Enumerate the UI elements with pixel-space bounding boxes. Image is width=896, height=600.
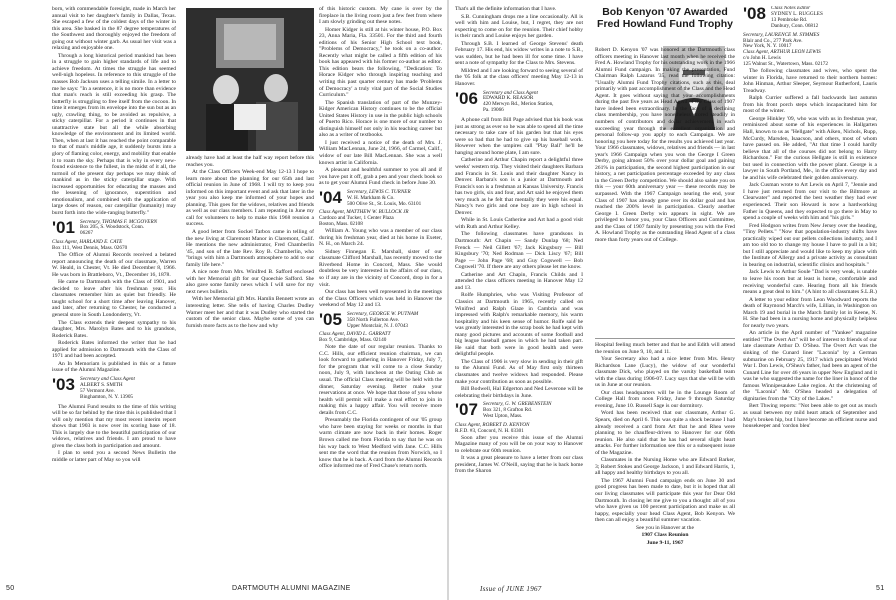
paragraph: Ralph Currier suffered a fall backwards last autumn from his front porch steps which incapacitated him for most of the winter.	[743, 95, 877, 115]
class-year: '04	[319, 187, 342, 207]
column-1	[52, 6, 176, 583]
class-officers: Secretary and Class Agent ALBERT S. SMITH 57 Vermont Ave. Binghamton, N. Y. 13905	[80, 375, 135, 400]
paragraph: An In Memoriam is published in this or a future issue of the Alumni Magazine.	[52, 360, 176, 374]
column-5	[595, 342, 735, 583]
article-text: Robert D. Kenyon '07 was honored at the Dartmouth class officers meeting in Hanover last month when he received the Fred A. Howland Trophy for his outstanding work in the 1966 Alumni Fund campaign. In making the presentation, Fund Chairman Ralph Lazarus '35, read the following citation: "Usually Alumni Fund Trophy citations, such as this, deal primarily with past accomplishment of the Class and the Head Agent. It goes without saying that your accomplishments during the past five years as Head Agent of the Class of 1907 have indeed been extraordinary. In the face of a declining class membership, you have nonetheless scored steadily in numbers of contributors and dollar achievement in each succeeding year through the excellent organization and personal follow-up you apply to each Campaign. We are honoring you here today for the results you achieved last year. Your 1966 classmates, widows, relatives and friends — in last year's 1966 Campaign when you won the George I Green Derby, going almost 50% over your dollar goal and gaining 261% in participation, the second highest participation in our history, a net participation percentage exceeded by any class in the Green Derby competition. We should also salute you on this — your 60th anniversary year — these records may be surpassed. With the 1967 Campaign nearing the end, your Class of 1907 has already gone over its dollar goal and has reached the 200% level in participation. Clearly another George I. Green Derby win appears in sight. We are privileged to honor you, your Class Officers and Committee, and the Class of 1907 family by presenting you with the Fred A. Howland Trophy as the outstanding Head Agent of a class more than forty years out of College.	[595, 47, 735, 243]
paragraph: born, with commendable foresight, made in March her annual visit to her daughter's family in Dallas, Texas. She escaped a few of the coldest days of the winter in this area. She basked in the 87 degree temperatures of the Southwest and thoroughly enjoyed the freedom of going out without winter garb. As usual her visit was a relaxing and enjoyable one.	[52, 6, 176, 52]
paragraph: A pleasant and healthful summer to you all and if you have put it off, grab a pen and your check book so as to get your Alumni Fund check in before June 30.	[319, 167, 442, 187]
class-agent: Class Agent, ROBERT D. KENYON R.F.D. #3, Concord, N. H. 03301	[455, 421, 530, 434]
class-officers: Secretary, G. W. GREBENSTEIN Box 321, 8 Grafton Rd. West Upton, Mass.	[483, 401, 552, 419]
paragraph: Rolfe Humphries, who was Visiting Professor of Classics at Dartmouth in 1965, recently called on Winifred and Ralph Glaze in Cambria and was impressed with Ralph's remarkable memory, his warm hospitality and his keen sense of humor. Rolfe said he was greatly interested in the scrap book he had kept with many good pictures and accounts of some football and big league baseball games in which he had taken part. He said that both were in good health and were delightful people.	[455, 292, 583, 358]
column-2	[186, 155, 314, 583]
paragraph: It was a great pleasure to have a letter from our class president, James W. O'Neill, saying that he is back home from the Sharon	[455, 455, 583, 475]
paragraph: Sidney Finnegan E. Marshall, sister of our classmate Clifford Marshall, has recently moved to the Riverbend Home in Concord, Mass. She would doubtless be very interested in the affairs of our class, so if any are in the vicinity of Concord, drop in for a visit.	[319, 248, 442, 288]
paragraph: Jack Lewis to Arthur Soule "Dad is very weak, is unable to leave his room but at least is home, comfortable and receiving wonderful care. Hearing from all his friends means a great deal to him." (A hint to all classmates S.L.R.)	[743, 269, 877, 296]
class-officers: Class Notes Editor SYDNEY L. RUGGLES 13 Pembroke Rd. Danbury, Conn. 06812	[771, 6, 823, 29]
paragraph: The Office of Alumni Records received a belated report announcing the death of our classmate, Warren W. Heald, in Chester, Vt. He died December 8, 1966. He was born in Brattleboro, Vt., December 16, 1878.	[52, 252, 176, 278]
class-year: '08	[743, 6, 766, 23]
paragraph: Bert Thwing reports: "Not been able to get out as much as usual between my mild heart attack of September and May's broken hip, but I have become an efficient nurse and housekeeper and 'cordon bleu'	[743, 403, 877, 430]
issue-footer: Issue of JUNE 1967	[480, 585, 542, 593]
paragraph: S.B. Cunningham drops me a line occasionally. All is well with him and Louise, but, I regret, they are not expecting to come on for the reunion. Their chief hobby is their ranch and Louise enjoys her garden.	[455, 13, 583, 40]
class-heading-1908	[743, 6, 877, 30]
class-officers: Secretary, GEORGE W. PUTNAM 358 North Fullerton Ave. Upper Montclair, N. J. 07043	[347, 310, 419, 329]
paragraph: Your Secretary also had a nice letter from Mrs. Henry Richardson Lane (Lucy), the widow of our wonderful classmate Dick, who played on the varsity basketball team with the class during 1906-07. Lucy says that she will be with us in June at our reunion.	[595, 356, 735, 389]
paragraph: At the Class Officers Week-end May 12-13 I hope to learn more about the planning for our 65th and last official reunion in June of 1968. I will try to keep you informed on this important event and ask that later in the year you also keep me informed of your hopes and planning. This goes for the widows, relatives and friends as well as our class members. I am repeating in June my call for volunteers to help to make this 1968 reunion a success.	[186, 169, 314, 228]
paragraph: The Class extends their deepest sympathy to his daughter, Mrs. Marolyn Bates and to his grandson, Roderick Bates.	[52, 319, 176, 339]
column-4	[455, 6, 583, 583]
paragraph: Homer Kidger is still at his winter house, P.O. Box 23, Anna Maria, Fla. 33501. For the third and fourth editions of his Senior High School text book, "Problems of Democracy," he took on a co-author. Recently what might be called a fifth edition of his book has appeared with his former co-author as editor. This edition bears the following, "Dedication: To Horace Kidger who through inspiring teaching and writing this past quarter century has made 'Problems of Democracy' a truly vital part of the Social Studies Curriculum."	[319, 26, 442, 99]
paragraph: Our class has been well represented in the meetings of the Class Officers which was held in Hanover the weekend of May 12 and 13.	[319, 289, 442, 309]
paragraph: Through a long historical period mankind has been in a struggle to gain higher standards of life and to achieve freedom. At times the struggle has seemed well-nigh hopeless. In reference to this struggle of the masses Bob Jackson uses a telling simile. In a letter to me he says: "In a sentence, it is no more than evidence that man's reach is still exceeding his grasp. The butterfly is struggling to free itself from the cocoon. In time it emerges from its envelope into the sun but as an ugly, crawling thing, to be avoided as repulsive, a sticky caterpillar. For a period it continues in that unattractive state but all the while absorbing knowledge of the environment and its limited world. Then, when at last it has reached the point comparable to that of man's middle age, it suddenly bursts into a glory of flaming color, energy, and mobility that enable it to roam the sky. Perhaps that is why in every new-found existence to the fullest, in the midst of it all, the turmoil of the present day perhaps we may think of mankind as in the sticky caterpillar stage. With increased opportunities for educating the masses and the lessening of ignorance, superstition and emotionalism, and combined with the application of large doses of reason, our caterpillar (humanity) may burst forth into the wide-ranging butterfly."	[52, 52, 176, 216]
class-officers: Secretary, THOMAS F. MCGOVERN Box 205, S. Woodstock, Conn. 06267	[80, 218, 158, 237]
paragraph: I just received a notice of the death of Mrs. J. William MacLennan, June 24, 1966, of Carmel, Calif., widow of our late Bill MacLennan. She was a well known artist in California.	[319, 139, 442, 166]
magazine-title-footer: DARTMOUTH ALUMNI MAGAZINE	[232, 585, 351, 592]
paragraph: Catherine and Art Chapin, Francis Childs and I attended the class officers meeting in Hanover May 12 and 13.	[455, 271, 583, 291]
paragraph: Hospital feeling much better and that he and Edith will attend the reunion on June 9, 10, and 11.	[595, 342, 735, 355]
paragraph: The Spanish translation of part of the Munzey-Kidger American History continues to be the official United States History in use in the public high schools of Puerto Rico. Horace is one more of our number to distinguish himself not only in his teaching career but also as a writer of textbooks.	[319, 99, 442, 139]
paragraph: An article in the April number of "Yankee" magazine entitled "The Overt Act" will be of interest to friends of our late classmate Arthur D. O'Shea. The Overt Act was the sinking of the Cunard liner "Laconia" by a German submarine on February 25, 1917 which precipitated World War I. Don Lewis, O'Shea's father, had been an agent of the Cunard Line for over 46 years in upper New England and it was he who suggested the name for the liner in honor of the famous Winnipesaukee Lake region. At the christening of the "Laconia" Mr. O'Shea headed a delegation of dignitaries from the "City of the Lakes."	[743, 330, 877, 402]
reunion-title: 1907 Class Reunion	[641, 532, 689, 539]
class-heading-1905	[319, 309, 442, 330]
column-6	[743, 6, 877, 583]
article-body	[595, 46, 735, 336]
paragraph: Jack Cusman wrote to Art Lewis on April 7, "Jennie and I have just returned from our visit to the Biltmore at Clearwater" and reported the best weather they had ever experienced. Their son Howard is now a hardworking Father in Queens, and they expected to go there in May to spend a couple of weeks with him and "his girls."	[743, 182, 877, 222]
page-number-right: 51	[876, 585, 885, 592]
paragraph: of this historic custom. My cane is over by the fireplace in the living room just a few feet from where I am slowly grinding out these notes.	[319, 6, 442, 26]
paragraph: Soon after you receive this issue of the Alumni Magazine many of you will be on your way to Hanover to celebrate our 60th reunion.	[455, 434, 583, 454]
paragraph: With her Memorial gift Mrs. Hamlin Bennett wrote an interesting letter. She tells of having Charles Dudley Warner meet her and that it was Dudley who started the custom of the senior class. Maybe some of you can furnish more facts as to the how and why	[186, 296, 314, 329]
paragraph: Mildred and I are looking forward to seeing several of the '05 folk at the class officers' meeting May 12-13 in Hanover.	[455, 67, 583, 88]
class-heading-1901	[52, 217, 176, 238]
paragraph: A good letter from Sockel Tarbox came in telling of the new living at Claremont Manor in Claremont, Calif. He mentions the new administrator, Fred Chamberlin '45, and son of the late Rev. Roy B. Chamberlin, who "brings with him a Dartmouth atmosphere to add to our family life here."	[186, 229, 314, 268]
class-agent: Class Agent, DAVID L. GARRATT Box 9, Cambridge, Mass. 02140	[319, 331, 391, 344]
paragraph: The following classmates and wives, who spent the winter in Florida, have returned to their northern homes: John Hinman, Arthur Sleeper, Seymour Rutherford, Lauris Treadway.	[743, 68, 877, 94]
photo-1903-reunion	[186, 8, 314, 151]
paragraph: That's all the definite information that I have.	[455, 6, 557, 12]
class-agent: Class Agent, MATTHEW W. BULLOCK JR Cardozo and Tucker, 1 Center Plaza Boston, Mass. 02108	[319, 209, 409, 228]
paragraph: The Class of 1906 is very slow in sending in their gift to the Alumni Fund. As of May first only thirteen classmates and twelve widows had responded. Please make your contribution as soon as possible.	[455, 358, 583, 385]
class-heading-1906	[455, 88, 583, 115]
class-secretary: Secretary, LAURENCE M. SYMMES Blair and Co., 277 Park Ave. New York, N. Y. 10017 Class Agent, ARTHUR LEON LEWIS c/o John H. Lewis 125 Walnut St., Watertown, Mass. 02172	[743, 31, 828, 68]
class-heading-1903	[52, 374, 176, 401]
paragraph: The following classmates have grandsons in Dartmouth: Art Chapin — Sandy Dunlap '68; Ned Frenck — Neil Gillett '67; Jack Kingsbury — Bill Kingsbury '70; Ned Rodman — Dick Liscy '67; Bill Page — John Page '68; and Guy Cogswell — Bob Cogswell '70. If there are any others please let me know.	[455, 231, 583, 271]
class-officers: Secretary and Class Agent EDWARD K. REASOR 420 Merwyn Rd., Merion Station, Pa. 19066	[483, 89, 554, 114]
paragraph: Catherine and Arthur Chapin report a delightful three weeks' western trip. They visited their daughters Barbara and Francis in St. Louis and their daughter Nancy in Denver. Barbara's son is a junior at Dartmouth and Francis's son is a freshman at Kansas University. Francis has two girls, six and four, and Art said he enjoyed them very much as he felt that mentally they were his equal. Nancy's two girls and one boy are in high school in Denver.	[455, 157, 583, 216]
class-year: '01	[52, 217, 75, 237]
article-rule	[595, 338, 735, 339]
paragraph: The 1967 Alumni Fund campaign ends on June 30 and good progress has been made to date, but it is hoped that all our living classmates will participate this year for Dear Old Dartmouth. In closing let me give to you a thought: all of you who have given us 100 percent participation and make us all happy, especially your head Class Agent, Bob Kenyon. We then can all enjoy a beautiful summer vacation.	[595, 477, 735, 524]
paragraph: Through S.B. I learned of George Stevens' death February 17. His end, his widow writes in a note to S.B., was sudden, but he had been ill for some time. I have sent a note of sympathy for the Class to Mrs. Stevens.	[455, 40, 583, 67]
class-heading-1907	[455, 402, 583, 420]
page-gutter	[447, 0, 449, 600]
paragraph: Our class headquarters will be in the Lounge Room of College Hall from noon Friday, June 9 through Saturday evening, June 10. Russell Sage is our dormitory.	[595, 389, 735, 409]
class-year: '06	[455, 88, 478, 108]
class-year: '07	[455, 400, 478, 420]
paragraph: George Hinkley '09, who was with us in freshman year, reminisced about some of his experiences in Hallgarten Hall, known to us as "Hellgate" with Aiken, Nichols, Rupp, McCurdy, Marsden, Isaacson, and others, most of whom have passed on. He added, "At that time I could hardly believe that all of the courses did not belong to Harry Richardson." For the curious Hellgate is still in existence but used in connection with the power plant. George is a lawyer in South Portland, Me., in the office every day and he and his wife celebrated their golden anniversary.	[743, 115, 877, 181]
paragraph: Roderick Bates informed the writer that he had applied for admission to Dartmouth with the Class of 1971 and had been accepted.	[52, 340, 176, 360]
column-3	[319, 6, 442, 583]
article-headline: Bob Kenyon '07 Awarded Fred Howland Fund Trophy	[597, 6, 733, 30]
paragraph: Word has been received that our classmate, Arthur G. Spears, died on April 6. This was quite a shock because I had already received a card from Art that he and Rhea were planning to be chauffeur-driven to Hanover for our 60th reunion. He also said that he has had several slight heart attacks. For further information see this or a subsequent issue of the Magazine.	[595, 410, 735, 456]
paragraph: While in St. Louis Catherine and Art had a good visit with Ruth and Arthur Kelley.	[455, 217, 583, 230]
paragraph: The Alumni Fund results to the time of this writing will be so far behind by the time this is published that I will only mention that my most recent interim report shows that 1903 is now over its scoring base of 18. This is largely due to the beautiful participation of our widows, relatives and friends. I am proud to have given the class both in participation and amount.	[52, 403, 176, 449]
paragraph: A letter to your editor from Leon Woodward reports the death of Raymond March's wife, Lillian, in Washington on March 19 and burial in the March family lot in Keene, N. H. She had been in a nursing home and physically helpless for nearly two years.	[743, 296, 877, 329]
paragraph: A phone call from Bill Page advised that his book was just as strong as ever so he was able to spend all the time necessary to take care of his garden but that his eyes were so bad that he had to give up his baseball work. However when the umpires call "Play Ball" he'll be hanging around home plate, I am sure.	[455, 117, 583, 156]
paragraph: See you in Hanover at the	[636, 524, 694, 531]
paragraph: Fred Hodgson writes from New Jersey over the heading, "Tiny Pellets." "Now that population-industry shifts have practically wiped out our pellets collections industry, and I am too old too to change my house I have to pull in a bit; but I still appreciate and would like to keep my place with the Institute of Allergy and a private activity as consultant in bearing on industrial, scientific clinics and hospitals."	[743, 222, 877, 268]
class-officers: Secretary, LEWIS C. TURNER W. H. Markham & Co. 500 Olive St., St. Louis, Mo. 63101	[347, 188, 422, 207]
class-year: '03	[52, 374, 75, 394]
paragraph: Classmates in the Nursing Home who are Edward Barker, 3; Robert Stokes and George Jackson, 1 and Edward Harris, 1, all happy and healthy birthdays to you all.	[595, 457, 735, 477]
page-number-left: 50	[6, 585, 15, 592]
paragraph: Note the date of our regular reunion. Thanks to C.C. Hills, our efficient reunion chairman, we can look forward to gathering in Hanover Friday, July 7, for the program that will come to a close Sunday noon, July 9, with luncheon at the Outing Club as usual. The official Class meeting will be held with the dinner, Saturday evening. Better make your reservations at once. We hope that those of you whose health will permit will make a real effort to join in making this a happy affair. You will receive more details from C.C.	[319, 344, 442, 416]
paragraph: Presumably the Florida contingent of our '05 group who have been staying for weeks or months in that warm climate are now back in their homes. Roger Brown called me from Florida to say that he was on his way back to West Medford with Jane. C.C. Hills sent me the word that the reunion from Norwich, so I know that he is back. A card from the Alumni Records office informed me of Fred Chase's return north.	[319, 417, 442, 470]
paragraph: Bill Bodwell, Hal Edgerton and Ned Leverone will be celebrating their birthdays in June.	[455, 386, 583, 399]
paragraph: He came to Dartmouth with the Class of 1901, and decided to leave after his freshman year. His classmates remember him as quiet but friendly. He taught school for a short time after leaving Hanover, and later, after returning to Chester, he conducted a general store in South Londonderry, Vt.	[52, 279, 176, 318]
class-agent: Class Agent, HARLAND E. CATE Box 111, West Dennis, Mass. 02670	[52, 239, 128, 252]
paragraph: William A. Young who was a member of our class during his freshman year, died at his home in Exeter, N. H., on March 24.	[319, 228, 442, 248]
paragraph: A nice note from Mrs. Winifred B. Safford enclosed with her Memorial gift for our Quoechie Safford. She also gave some family news which I will save for my next news bulletin.	[186, 269, 314, 295]
paragraph: already have had at least the half way report before this reaches you.	[186, 155, 314, 168]
paragraph: I plan to send you a second News Bulletin the middle or latter part of May so you will	[52, 450, 176, 463]
reunion-dates: June 9-11, 1967	[646, 539, 684, 546]
photo-image	[186, 8, 314, 151]
class-year: '05	[319, 309, 342, 329]
class-heading-1904	[319, 187, 442, 208]
